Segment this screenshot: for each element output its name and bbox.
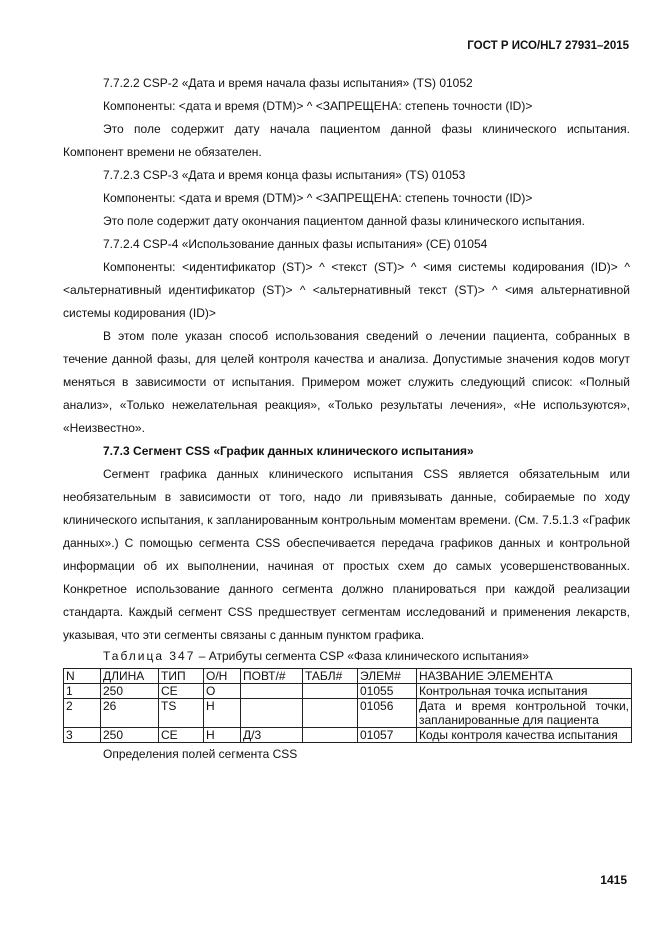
paragraph: Это поле содержит дату начала пациентом данной фазы клинического испытания. Компонент времени не обязателен. — [63, 122, 630, 159]
table-cell — [303, 728, 358, 743]
table-cell: Коды контроля качества испытания — [417, 728, 632, 743]
attributes-table — [63, 668, 632, 743]
table-header-cell: ПОВТ/# — [241, 669, 303, 684]
table-header-cell: ТАБЛ# — [303, 669, 358, 684]
table-row — [64, 684, 632, 699]
paragraph: Компоненты: <дата и время (DTM)> ^ <ЗАПРЕЩЕНА: степень точности (ID)> — [103, 99, 533, 113]
clause-heading: 7.7.2.4 CSP-4 «Использование данных фазы испытания» (CE) 01054 — [103, 237, 488, 251]
table-cell: CE — [159, 684, 204, 699]
table-cell: Д/3 — [241, 728, 303, 743]
paragraph: В этом поле указан способ использования сведений о лечении пациента, собранных в течение данной фазы, для целей контроля качества и анализа. Допустимые значения кодов могут меняться в зависимости от испытания. Примером может служить следующий список: «Полный анализ», «Только нежелательная реакция», «Только результаты лечения», «Не используются», «Неизвестно». — [63, 329, 630, 435]
table-header-cell: ДЛИНА — [101, 669, 159, 684]
table-header-cell: О/Н — [204, 669, 241, 684]
table-row — [64, 728, 632, 743]
table-cell: 01057 — [358, 728, 417, 743]
table-cell: 250 — [101, 684, 159, 699]
table-caption — [63, 647, 630, 665]
table-header-row — [64, 669, 632, 684]
table-cell: Дата и время контрольной точки, запланированные для пациента — [417, 699, 632, 728]
table-cell: 1 — [64, 684, 101, 699]
clause-heading: 7.7.2.3 CSP-3 «Дата и время конца фазы испытания» (TS) 01053 — [103, 168, 466, 182]
table-cell — [303, 699, 358, 728]
table-cell: Н — [204, 699, 241, 728]
table-cell: 01056 — [358, 699, 417, 728]
paragraph: Сегмент графика данных клинического испытания CSS является обязательным или необязательным в зависимости от того, надо ли привязывать данные, собираемые по ходу клинического испытания, к запланированным контрольным моментам времени. (См. 7.5.1.3 «График данных».) С помощью сегмента CSS обеспечивается передача графиков данных и контрольной информации об их выполнении, начиная от простых схем до самых усовершенствованных. Конкретное использование данного сегмента должно планироваться при каждой реализации стандарта. Каждый сегмент CSS предшествует сегментам исследований и применения лекарств, указывая, что эти сегменты связаны с данным пунктом графика. — [63, 467, 630, 642]
page-body — [63, 72, 630, 766]
table-cell: 01055 — [358, 684, 417, 699]
clause-heading: 7.7.2.2 CSP-2 «Дата и время начала фазы испытания» (TS) 01052 — [103, 76, 473, 90]
page-number: 1415 — [600, 873, 627, 887]
table-cell — [241, 684, 303, 699]
table-cell — [241, 699, 303, 728]
table-row — [64, 699, 632, 728]
table-caption-label: Таблица 347 — [103, 649, 196, 663]
table-header-cell: ТИП — [159, 669, 204, 684]
section-heading: 7.7.3 Сегмент CSS «График данных клинического испытания» — [103, 444, 474, 458]
table-cell: CE — [159, 728, 204, 743]
table-cell: О — [204, 684, 241, 699]
table-cell: 250 — [101, 728, 159, 743]
table-header-cell: ЭЛЕМ# — [358, 669, 417, 684]
paragraph: Это поле содержит дату окончания пациентом данной фазы клинического испытания. — [103, 214, 585, 228]
table-header-cell: НАЗВАНИЕ ЭЛЕМЕНТА — [417, 669, 632, 684]
paragraph: Компоненты: <идентификатор (ST)> ^ <текст (ST)> ^ <имя системы кодирования (ID)> ^ <альтернативный идентификатор (ST)> ^ <альтернативный текст (ST)> ^ <имя альтернативной системы кодирования (ID)> — [63, 260, 630, 320]
table-cell: 2 — [64, 699, 101, 728]
table-cell: 3 — [64, 728, 101, 743]
table-cell — [303, 684, 358, 699]
table-cell: Н — [204, 728, 241, 743]
paragraph: Определения полей сегмента CSS — [103, 747, 298, 761]
table-header-cell: N — [64, 669, 101, 684]
table-cell: TS — [159, 699, 204, 728]
paragraph: Компоненты: <дата и время (DTM)> ^ <ЗАПРЕЩЕНА: степень точности (ID)> — [103, 191, 533, 205]
table-cell: 26 — [101, 699, 159, 728]
table-caption-text: – Атрибуты сегмента CSP «Фаза клинического испытания» — [195, 649, 529, 663]
document-header: ГОСТ Р ИСО/HL7 27931–2015 — [467, 40, 629, 52]
table-cell: Контрольная точка испытания — [417, 684, 632, 699]
